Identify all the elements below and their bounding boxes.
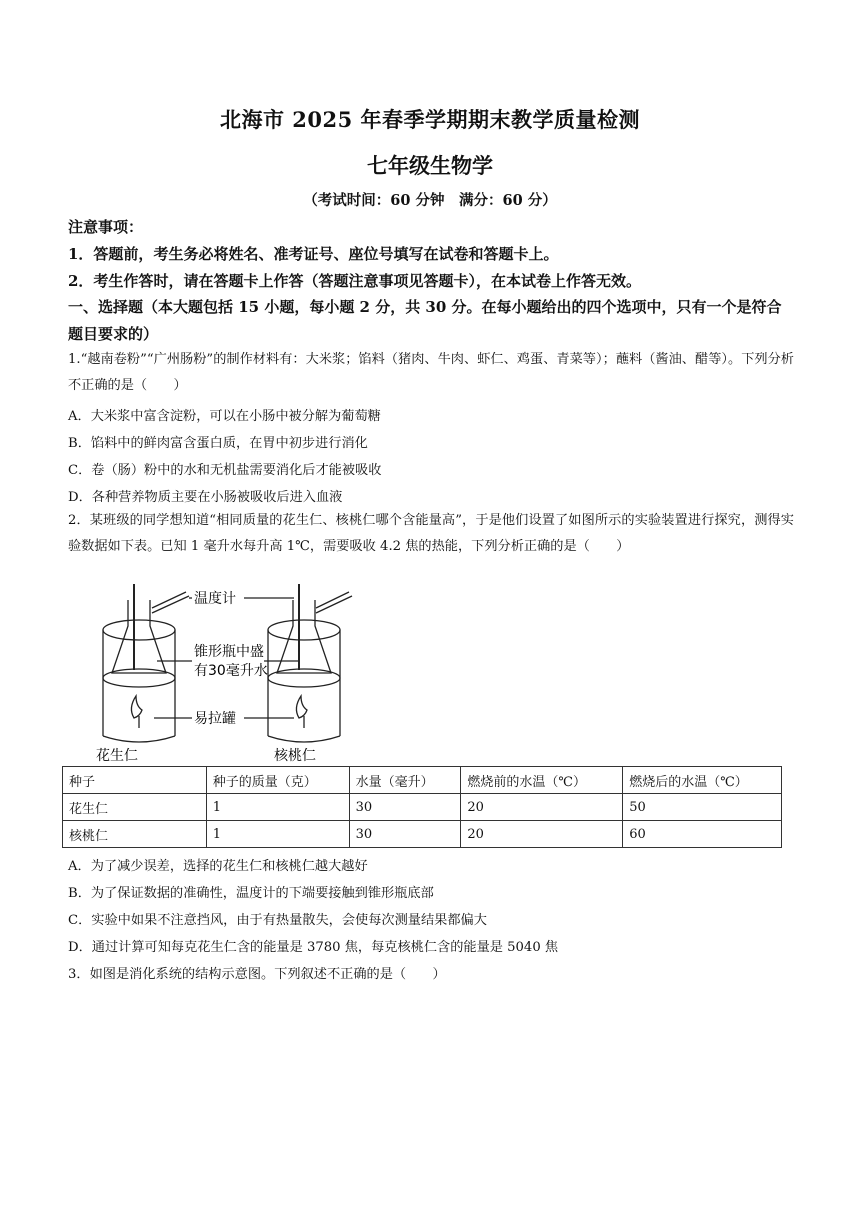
- exam-info: （考试时间：60 分钟 满分：60 分）: [303, 192, 557, 209]
- table-cell: 20: [461, 821, 623, 848]
- table-header-cell: 水量（毫升）: [349, 767, 461, 794]
- table-cell: 花生仁: [63, 794, 207, 821]
- table-row: [63, 794, 782, 821]
- table-cell: 1: [206, 821, 349, 848]
- section-heading: 一、选择题（本大题包括 15 小题，每小题 2 分，共 30 分。在每小题给出的四个选项中，只有一个是符合题目要求的）: [68, 298, 782, 343]
- q2-option-a: A．为了减少误差，选择的花生仁和核桃仁越大越好: [68, 859, 368, 874]
- table-header-cell: 种子的质量（克）: [206, 767, 349, 794]
- q2-option-c: C．实验中如果不注意挡风，由于有热量散失，会使每次测量结果都偏大: [68, 913, 487, 928]
- table-header-cell: 燃烧前的水温（℃）: [461, 767, 623, 794]
- table-cell: 30: [349, 821, 461, 848]
- table-cell: 50: [623, 794, 782, 821]
- subject-title: 七年级生物学: [367, 153, 493, 178]
- q1-option-d: D．各种营养物质主要在小肠被吸收后进入血液: [68, 490, 343, 505]
- label-peanut: 花生仁: [96, 748, 138, 764]
- label-walnut: 核桃仁: [274, 748, 316, 764]
- table-header-cell: 燃烧后的水温（℃）: [623, 767, 782, 794]
- question-3-stem: 3．如图是消化系统的结构示意图。下列叙述不正确的是（ ）: [68, 967, 446, 982]
- label-flask-line2: 有30毫升水: [194, 663, 268, 679]
- exam-title: 北海市 2025 年春季学期期末教学质量检测: [219, 107, 641, 132]
- note-item-1: 1．答题前，考生务必将姓名、准考证号、座位号填写在试卷和答题卡上。: [68, 245, 559, 263]
- experiment-apparatus-drawing: [94, 578, 384, 768]
- table-cell: 60: [623, 821, 782, 848]
- table-header-row: [63, 767, 782, 794]
- question-1-stem: 1.“越南卷粉”“广州肠粉”的制作材料有：大米浆；馅料（猪肉、牛肉、虾仁、鸡蛋、青菜等）；蘸料（酱油、醋等）。下列分析不正确的是（ ）: [68, 352, 794, 393]
- q2-option-b: B．为了保证数据的准确性，温度计的下端要接触到锥形瓶底部: [68, 886, 434, 901]
- question-2-stem: 2．某班级的同学想知道“相同质量的花生仁、核桃仁哪个含能量高”，于是他们设置了如图所示的实验装置进行探究，测得实验数据如下表。已知 1 毫升水每升高 1℃，需要吸收 4.2 焦的热能，下列分析正确的是（ ）: [68, 513, 794, 554]
- table-cell: 1: [206, 794, 349, 821]
- table-header-cell: 种子: [63, 767, 207, 794]
- table-row: [63, 821, 782, 848]
- notes-heading: 注意事项：: [68, 218, 144, 236]
- q1-option-b: B．馅料中的鲜肉富含蛋白质，在胃中初步进行消化: [68, 436, 368, 451]
- q1-option-a: A．大米浆中富含淀粉，可以在小肠中被分解为葡萄糖: [68, 409, 381, 424]
- label-can: 易拉罐: [194, 711, 236, 727]
- q2-option-d: D．通过计算可知每克花生仁含的能量是 3780 焦，每克核桃仁含的能量是 5040 焦: [68, 940, 559, 955]
- experiment-data-table: [62, 766, 782, 848]
- table-cell: 20: [461, 794, 623, 821]
- note-item-2: 2．考生作答时，请在答题卡上作答（答题注意事项见答题卡），在本试卷上作答无效。: [68, 272, 641, 290]
- table-cell: 核桃仁: [63, 821, 207, 848]
- label-flask-line1: 锥形瓶中盛: [194, 644, 264, 660]
- table-cell: 30: [349, 794, 461, 821]
- experiment-figure: [94, 578, 384, 768]
- label-thermometer: 温度计: [194, 591, 236, 607]
- q1-option-c: C．卷（肠）粉中的水和无机盐需要消化后才能被吸收: [68, 463, 382, 478]
